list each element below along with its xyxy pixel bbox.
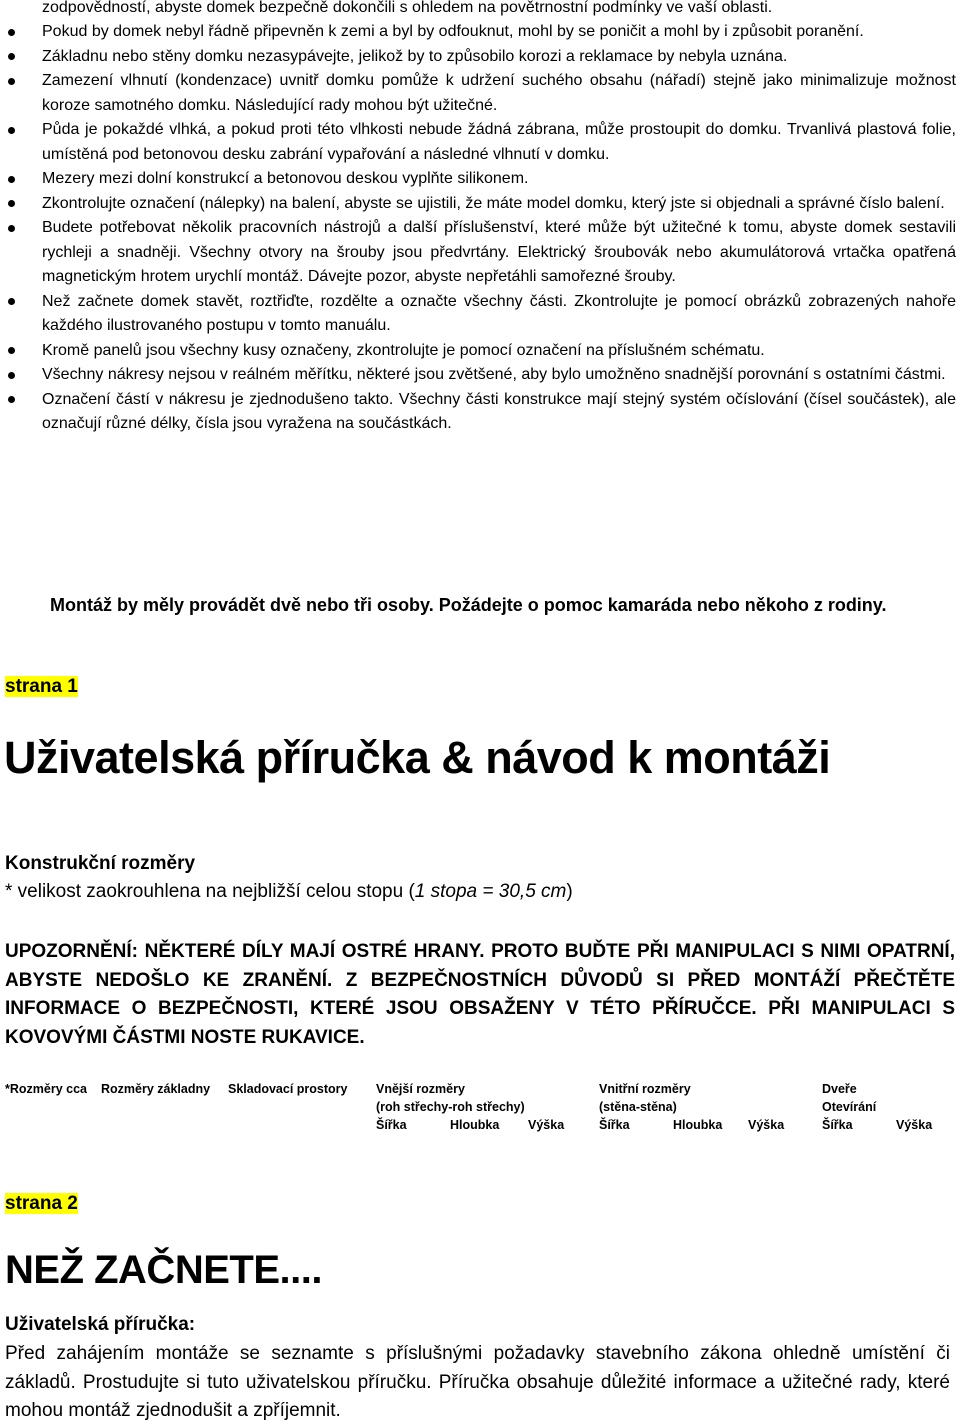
col-outer-width: Šířka: [376, 1118, 407, 1132]
page-1-label-text: strana 1: [5, 676, 78, 697]
page-2-subheading: Uživatelská příručka:: [5, 1314, 196, 1335]
col-door-width: Šířka: [822, 1118, 853, 1132]
bullet-item: Pokud by domek nebyl řádně připevněn k zemi a byl by odfouknut, mohl by se poničit a mohl by i způsobit poranění.: [0, 20, 960, 45]
col-outer-title: Vnější rozměry: [376, 1082, 465, 1096]
col-inner-sub: (stěna-stěna): [599, 1100, 677, 1114]
bullet-item: Zamezení vlhnutí (kondenzace) uvnitř domku pomůže k udržení suchého obsahu (nářadí) stejně jako minimalizuje možnost koroze samotného domku. Následující rady mohou být užitečné.: [0, 69, 960, 118]
page-2-label-text: strana 2: [5, 1193, 78, 1214]
col-inner-width: Šířka: [599, 1118, 630, 1132]
dims-note-italic: 1 stopa = 30,5 cm: [414, 881, 567, 902]
dims-heading: Konstrukční rozměry: [5, 853, 196, 874]
bullet-item: Zkontrolujte označení (nálepky) na balení, abyste se ujistili, že máte model domku, který jste si objednali a správné číslo balení.: [0, 192, 960, 217]
intro-line: zodpovědností, abyste domek bezpečně dokončili s ohledem na povětrnostní podmínky ve vaší oblasti.: [42, 0, 773, 16]
page-1-title: Uživatelská příručka & návod k montáži: [4, 732, 831, 783]
col-inner-depth: Hloubka: [673, 1118, 723, 1132]
instruction-list: [0, 20, 960, 437]
col-outer-sub: (roh střechy-roh střechy): [376, 1100, 525, 1114]
col-door-title: Dveře: [822, 1082, 857, 1096]
col-door-sub: Otevírání: [822, 1100, 877, 1114]
col-outer-depth: Hloubka: [450, 1118, 500, 1132]
page-1-label: [5, 676, 78, 698]
col-storage: Skladovací prostory: [228, 1082, 348, 1096]
col-outer-height: Výška: [528, 1118, 565, 1132]
dims-note-suffix: ): [566, 881, 573, 902]
bullet-item: Kromě panelů jsou všechny kusy označeny, zkontrolujte je pomocí označení na příslušném schématu.: [0, 339, 960, 364]
bullet-item: Mezery mezi dolní konstrukcí a betonovou deskou vyplňte silikonem.: [0, 167, 960, 192]
page-2-label: [5, 1193, 78, 1215]
col-door-height: Výška: [896, 1118, 933, 1132]
col-inner-height: Výška: [748, 1118, 785, 1132]
bullet-item: Půda je pokaždé vlhká, a pokud proti této vlhkosti nebude žádná zábrana, může prostoupit do domku. Trvanlivá plastová folie, umístěná pod betonovou desku zabrání vypařování a následné vlhnutí v domku.: [0, 118, 960, 167]
bullet-item: Označení částí v nákresu je zjednodušeno takto. Všechny části konstrukce mají stejný systém očíslování (čísel součástek), ale označují různé délky, čísla jsou vyražena na součástkách.: [0, 388, 960, 437]
safety-warning: UPOZORNĚNÍ: NĚKTERÉ DÍLY MAJÍ OSTRÉ HRANY. PROTO BUĎTE PŘI MANIPULACI S NIMI OPATRNÍ, ABYSTE NEDOŠLO KE ZRANĚNÍ. Z BEZPEČNOSTNÍCH DŮVODŮ SI PŘED MONTÁŽÍ PŘEČTĚTE INFORMACE O BEZPEČNOSTI, KTERÉ JSOU OBSAŽENY V TÉTO PŘÍRUČCE. PŘI MANIPULACI S KOVOVÝMI ČÁSTMI NOSTE RUKAVICE.: [5, 941, 955, 1048]
col-inner-title: Vnitřní rozměry: [599, 1082, 691, 1096]
bullet-item: Základnu nebo stěny domku nezasypávejte, jelikož by to způsobilo korozi a reklamace by nebyla uznána.: [0, 45, 960, 70]
bullet-item: Budete potřebovat několik pracovních nástrojů a další příslušenství, které může být užitečné k tomu, abyste domek sestavili rychleji a snadněji. Všechny otvory na šrouby jsou předvrtány. Elektrický šroubovák nebo akumulátorová vrtačka opatřená magnetickým hrotem urychlí montáž. Dávejte pozor, abyste nepřetáhli samořezné šrouby.: [0, 216, 960, 290]
bullet-item: Všechny nákresy nejsou v reálném měřítku, některé jsou zvětšené, aby bylo umožněno snadnější porovnání s ostatními částmi.: [0, 363, 960, 388]
col-approx: *Rozměry cca: [5, 1082, 87, 1096]
dims-note-prefix: * velikost zaokrouhlena na nejbližší celou stopu (: [5, 881, 415, 902]
bullet-item: Než začnete domek stavět, roztřiďte, rozdělte a označte všechny části. Zkontrolujte je pomocí obrázků zobrazených nahoře každého ilustrovaného postupu v tomto manuálu.: [0, 290, 960, 339]
page-2-title: NEŽ ZAČNETE....: [5, 1248, 322, 1292]
dims-note: [5, 881, 573, 903]
col-base: Rozměry základny: [101, 1082, 211, 1096]
page-2-body: Před zahájením montáže se seznamte s příslušnými požadavky stavebního zákona ohledně umístění či základů. Prostudujte si tuto uživatelskou příručku. Příručka obsahuje důležité informace a užitečné rady, které mohou montáž zjednodušit a zpříjemnit.: [5, 1343, 950, 1421]
assembly-notice: Montáž by měly provádět dvě nebo tři osoby. Požádejte o pomoc kamaráda nebo někoho z rodiny.: [50, 595, 887, 615]
